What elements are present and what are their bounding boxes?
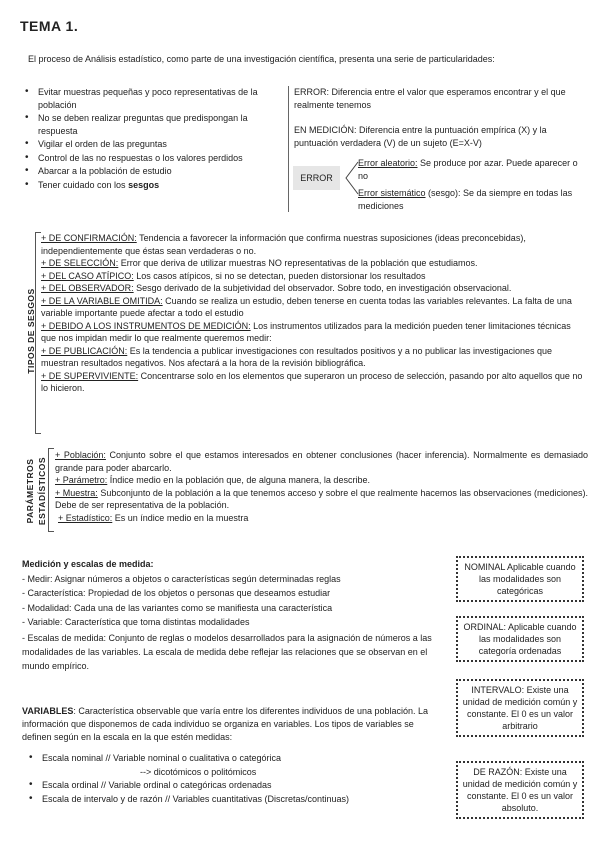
list-item: + DE SELECCIÓN: Error que deriva de utilizar muestras NO representativas de la población que estudiamos. <box>41 258 478 268</box>
list-item: • Escala nominal // Variable nominal o cualitativa o categórica <box>28 752 448 765</box>
measurement-line: - Modalidad: Cada una de las variantes como se manifiesta una característica <box>22 602 333 613</box>
params-list <box>55 449 588 524</box>
list-item: + DE PUBLICACIÓN: Es la tendencia a publicar investigaciones con resultados positivos y a no publicar las investigaciones que muestran resultados negativos. Nos afectará a la hora de la revisión bibliográfica. <box>41 345 553 368</box>
particularities-list <box>24 86 282 192</box>
list-item: • Tener cuidado con los sesgos <box>24 179 282 192</box>
arrow-line: --> dicotómicos o politómicos <box>140 766 257 777</box>
measurement-heading: Medición y escalas de medida: <box>22 559 154 569</box>
measurement-line: - Variable: Característica que toma distintas modalidades <box>22 617 250 627</box>
list-item: • Escala ordinal // Variable ordinal o categóricas ordenadas <box>28 779 448 792</box>
list-item: • Vigilar el orden de las preguntas <box>24 138 282 151</box>
list-item: + DEBIDO A LOS INSTRUMENTOS DE MEDICIÓN: Los instrumentos utilizados para la medición pueden tener limitaciones técnicas que nos impidan medir lo que realmente queremos medir: <box>41 320 571 343</box>
list-item: • Escala de intervalo y de razón // Variables cuantitativas (Discretas/continuas) <box>28 793 448 806</box>
list-item: + DE CONFIRMACIÓN: Tendencia a favorecer la información que confirma nuestras suposiciones (ideas preconcebidas), independientemente que éstas sean verdaderas o no. <box>41 233 526 256</box>
list-item: + Población: Conjunto sobre el que estamos interesados en obtener conclusiones (hacer inferencia). Normalmente es demasiado grande para poder abarcarlo. <box>55 450 588 473</box>
list-item: + Muestra: Subconjunto de la población a la que tenemos acceso y sobre el que realmente hacemos las observaciones (mediciones). Debe de ser representativa de la población. <box>55 487 588 510</box>
measurement-error-definition: EN MEDICIÓN: Diferencia entre la puntuación empírica (X) y la puntuación verdadera (V) de un sujeto (E=X-V) <box>294 125 547 148</box>
intro-paragraph: El proceso de Análisis estadístico, como parte de una investigación científica, presenta una serie de particularidades: <box>28 54 495 64</box>
list-item: + DEL OBSERVADOR: Sesgo derivado de la subjetividad del observador. Sobre todo, en investigación observacional. <box>41 283 512 293</box>
biases-list <box>40 232 588 395</box>
list-item: + DEL CASO ATÍPICO: Los casos atípicos, si no se detectan, pueden distorsionar los resultados <box>41 270 426 281</box>
random-error: Error aleatorio: Se produce por azar. Puede aparecer o no <box>358 158 578 181</box>
systematic-error: Error sistemático (sesgo): Se da siempre en todas las mediciones <box>358 188 573 211</box>
list-item: • Control de las no respuestas o los valores perdidos <box>24 152 282 165</box>
list-item: + Parámetro: Índice medio en la población que, de alguna manera, la describe. <box>55 475 370 485</box>
list-item: • Evitar muestras pequeñas y poco representativas de la población <box>24 86 282 111</box>
list-item: + DE SUPERVIVIENTE: Concentrarse solo en los elementos que superaron un proceso de selección, pasando por alto aquellos que no lo hicieron. <box>41 370 583 393</box>
measurement-line: - Escalas de medida: Conjunto de reglas o modelos desarrollados para la asignación de números a las modalidades de las variables. La escala de medida debe reflejar las relaciones que se observan en el mundo empírico. <box>22 632 432 671</box>
list-item: + DE LA VARIABLE OMITIDA: Cuando se realiza un estudio, deben tenerse en cuenta todas las variables relevantes. La falta de una variable importante puede afectar a todo el estudio <box>41 295 572 318</box>
page-title: TEMA 1. <box>20 18 79 34</box>
variables-paragraph: VARIABLES: Característica observable que varía entre los diferentes individuos de una población. La información que disponemos de cada individuo se organiza en variables. Los tipos de variables se definen según en la escala en la que estén medidas: <box>22 706 429 742</box>
ordinal-scale-box: ORDINAL: Aplicable cuando las modalidades son categoría ordenadas <box>456 616 584 662</box>
error-definition: ERROR: Diferencia entre el valor que esperamos encontrar y el que realmente tenemos <box>294 87 566 110</box>
list-item: + Estadístico: Es un índice medio en la muestra <box>58 512 249 523</box>
column-divider <box>288 86 289 212</box>
measurement-line: - Característica: Propiedad de los objetos o personas que deseamos estudiar <box>22 588 331 598</box>
variables-list <box>28 752 448 806</box>
error-box: ERROR <box>293 166 340 190</box>
biases-label: TIPOS DE SESGOS <box>26 288 36 374</box>
error-brace <box>340 160 360 196</box>
measurement-section <box>22 558 442 673</box>
list-item: • No se deben realizar preguntas que predispongan la respuesta <box>24 112 282 137</box>
ratio-scale-box: DE RAZÓN: Existe una unidad de medición común y constante. El 0 es un valor absoluto. <box>456 761 584 819</box>
interval-scale-box: INTERVALO: Existe una unidad de medición común y constante. El 0 es un valor arbitrario <box>456 679 584 737</box>
measurement-line: - Medir: Asignar números a objetos o características según determinadas reglas <box>22 573 341 584</box>
params-bracket <box>48 448 54 532</box>
params-label: PARÁMETROS ESTADÍSTICOS <box>25 456 47 526</box>
list-item: • Abarcar a la población de estudio <box>24 165 282 178</box>
nominal-scale-box: NOMINAL Aplicable cuando las modalidades son categóricas <box>456 556 584 602</box>
